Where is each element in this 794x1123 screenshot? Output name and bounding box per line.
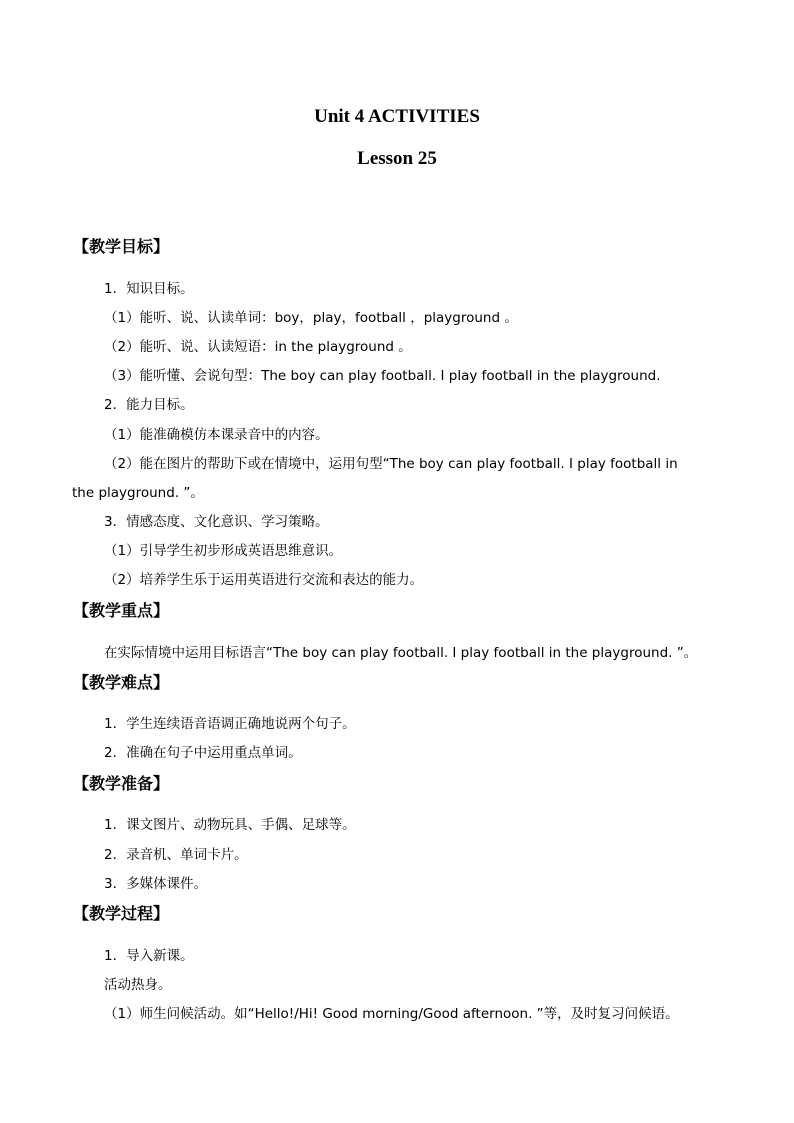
objective-line: （3）能听懂、会说句型：The boy can play football. I play football in the playground.	[104, 368, 661, 384]
objective-line: （1）能听、说、认读单词：boy，play，football ，playground 。	[104, 310, 518, 326]
document-title: Unit 4 ACTIVITIES	[314, 106, 480, 127]
difficulty-line: 2．准确在句子中运用重点单词。	[104, 745, 302, 761]
document-subtitle: Lesson 25	[357, 148, 437, 169]
section-heading-preparation: 【教学准备】	[73, 774, 170, 793]
preparation-line: 1．课文图片、动物玩具、手偶、足球等。	[104, 817, 356, 833]
difficulty-line: 1．学生连续语音语调正确地说两个句子。	[104, 716, 356, 732]
process-line: 活动热身。	[104, 977, 172, 993]
objective-line: （2）培养学生乐于运用英语进行交流和表达的能力。	[104, 572, 424, 588]
preparation-line: 2．录音机、单词卡片。	[104, 847, 248, 863]
section-heading-objectives: 【教学目标】	[73, 237, 170, 256]
key-point-line: 在实际情境中运用目标语言“The boy can play football. I play football in the playground. ”。	[104, 645, 698, 661]
section-heading-key-points: 【教学重点】	[73, 601, 170, 620]
objective-line: （1）引导学生初步形成英语思维意识。	[104, 543, 343, 559]
process-line: （1）师生问候活动。如“Hello!/Hi! Good morning/Good afternoon. ”等，及时复习问候语。	[104, 1006, 679, 1022]
objective-line: the playground. ”。	[72, 485, 204, 501]
objective-line: （2）能在图片的帮助下或在情境中，运用句型“The boy can play football. I play football in	[104, 456, 678, 472]
section-heading-difficulties: 【教学难点】	[73, 673, 170, 692]
preparation-line: 3．多媒体课件。	[104, 876, 208, 892]
objective-line: 1．知识目标。	[104, 281, 194, 297]
process-line: 1．导入新课。	[104, 948, 194, 964]
objective-line: （1）能准确模仿本课录音中的内容。	[104, 427, 329, 443]
objective-line: 2．能力目标。	[104, 397, 194, 413]
section-heading-process: 【教学过程】	[73, 904, 170, 923]
objective-line: （2）能听、说、认读短语：in the playground 。	[104, 339, 412, 355]
objective-line: 3．情感态度、文化意识、学习策略。	[104, 514, 329, 530]
